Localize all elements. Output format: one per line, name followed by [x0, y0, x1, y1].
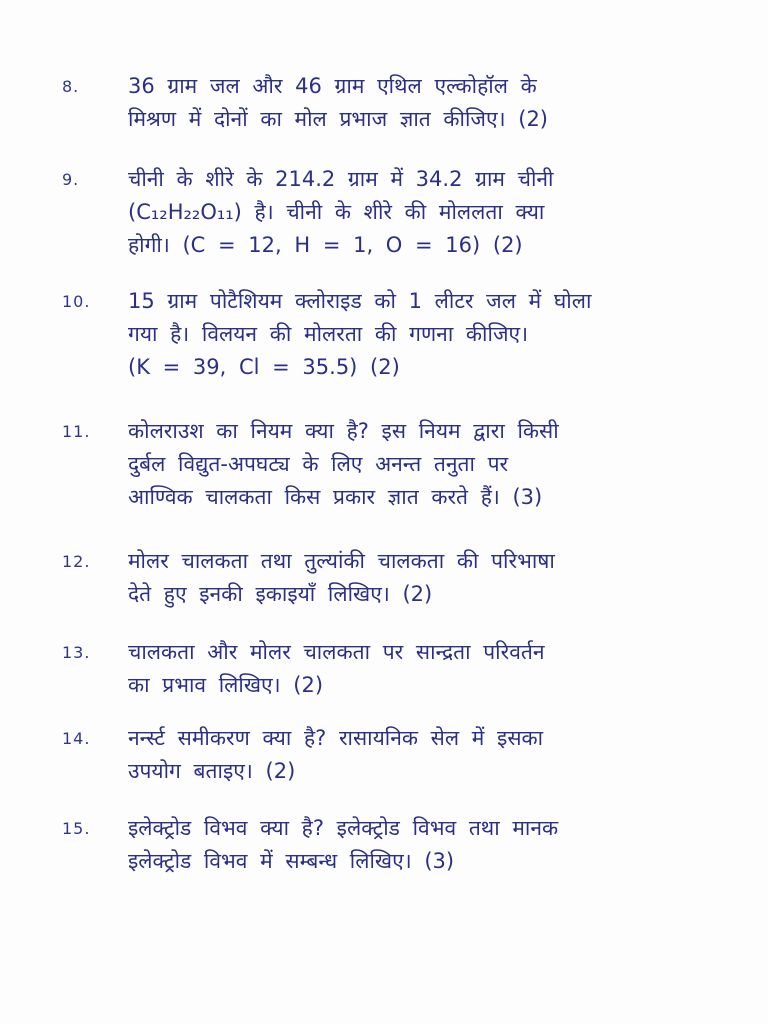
question-line: देते हुए इनकी इकाइयाँ लिखिए। (2) [128, 582, 433, 606]
question-line: का प्रभाव लिखिए। (2) [128, 673, 324, 697]
question-9 [62, 163, 742, 262]
question-line: उपयोग बताइए। (2) [128, 759, 296, 783]
question-line: (C₁₂H₂₂O₁₁) है। चीनी के शीरे की मोललता क्या [128, 200, 545, 224]
question-text [128, 163, 742, 262]
question-text [128, 415, 742, 514]
question-line: कोलराउश का नियम क्या है? इस नियम द्वारा किसी [128, 419, 559, 443]
question-line: इलेक्ट्रोड विभव क्या है? इलेक्ट्रोड विभव तथा मानक [128, 816, 559, 840]
question-number: 9. [62, 170, 80, 189]
question-13 [62, 636, 742, 702]
question-line: चालकता और मोलर चालकता पर सान्द्रता परिवर्तन [128, 640, 545, 664]
question-text [128, 722, 742, 788]
question-number: 14. [62, 729, 91, 748]
question-line: चीनी के शीरे के 214.2 ग्राम में 34.2 ग्राम चीनी [128, 167, 554, 191]
question-text [128, 812, 742, 878]
question-line: मिश्रण में दोनों का मोल प्रभाज ज्ञात कीजिए। (2) [128, 107, 549, 131]
question-8 [62, 70, 742, 136]
question-11 [62, 415, 742, 514]
question-text [128, 636, 742, 702]
question-line: नर्न्स्ट समीकरण क्या है? रासायनिक सेल में इसका [128, 726, 544, 750]
question-12 [62, 545, 742, 611]
question-line: आण्विक चालकता किस प्रकार ज्ञात करते हैं। (3) [128, 485, 543, 509]
question-14 [62, 722, 742, 788]
question-line: होगी। (C = 12, H = 1, O = 16) (2) [128, 233, 523, 257]
question-number: 10. [62, 292, 91, 311]
question-number: 11. [62, 422, 91, 441]
question-line: दुर्बल विद्युत-अपघट्य के लिए अनन्त तनुता पर [128, 452, 509, 476]
question-number: 12. [62, 552, 91, 571]
question-text [128, 545, 742, 611]
question-number: 13. [62, 643, 91, 662]
question-text [128, 285, 742, 384]
question-line: (K = 39, Cl = 35.5) (2) [128, 355, 400, 379]
question-text [128, 70, 742, 136]
question-15 [62, 812, 742, 878]
question-line: इलेक्ट्रोड विभव में सम्बन्ध लिखिए। (3) [128, 849, 455, 873]
question-number: 15. [62, 819, 91, 838]
question-10 [62, 285, 742, 384]
question-line: 15 ग्राम पोटैशियम क्लोराइड को 1 लीटर जल में घोला [128, 289, 592, 313]
question-number: 8. [62, 77, 80, 96]
question-line: 36 ग्राम जल और 46 ग्राम एथिल एल्कोहॉल के [128, 74, 537, 98]
question-line: गया है। विलयन की मोलरता की गणना कीजिए। [128, 322, 529, 346]
question-line: मोलर चालकता तथा तुल्यांकी चालकता की परिभाषा [128, 549, 555, 573]
